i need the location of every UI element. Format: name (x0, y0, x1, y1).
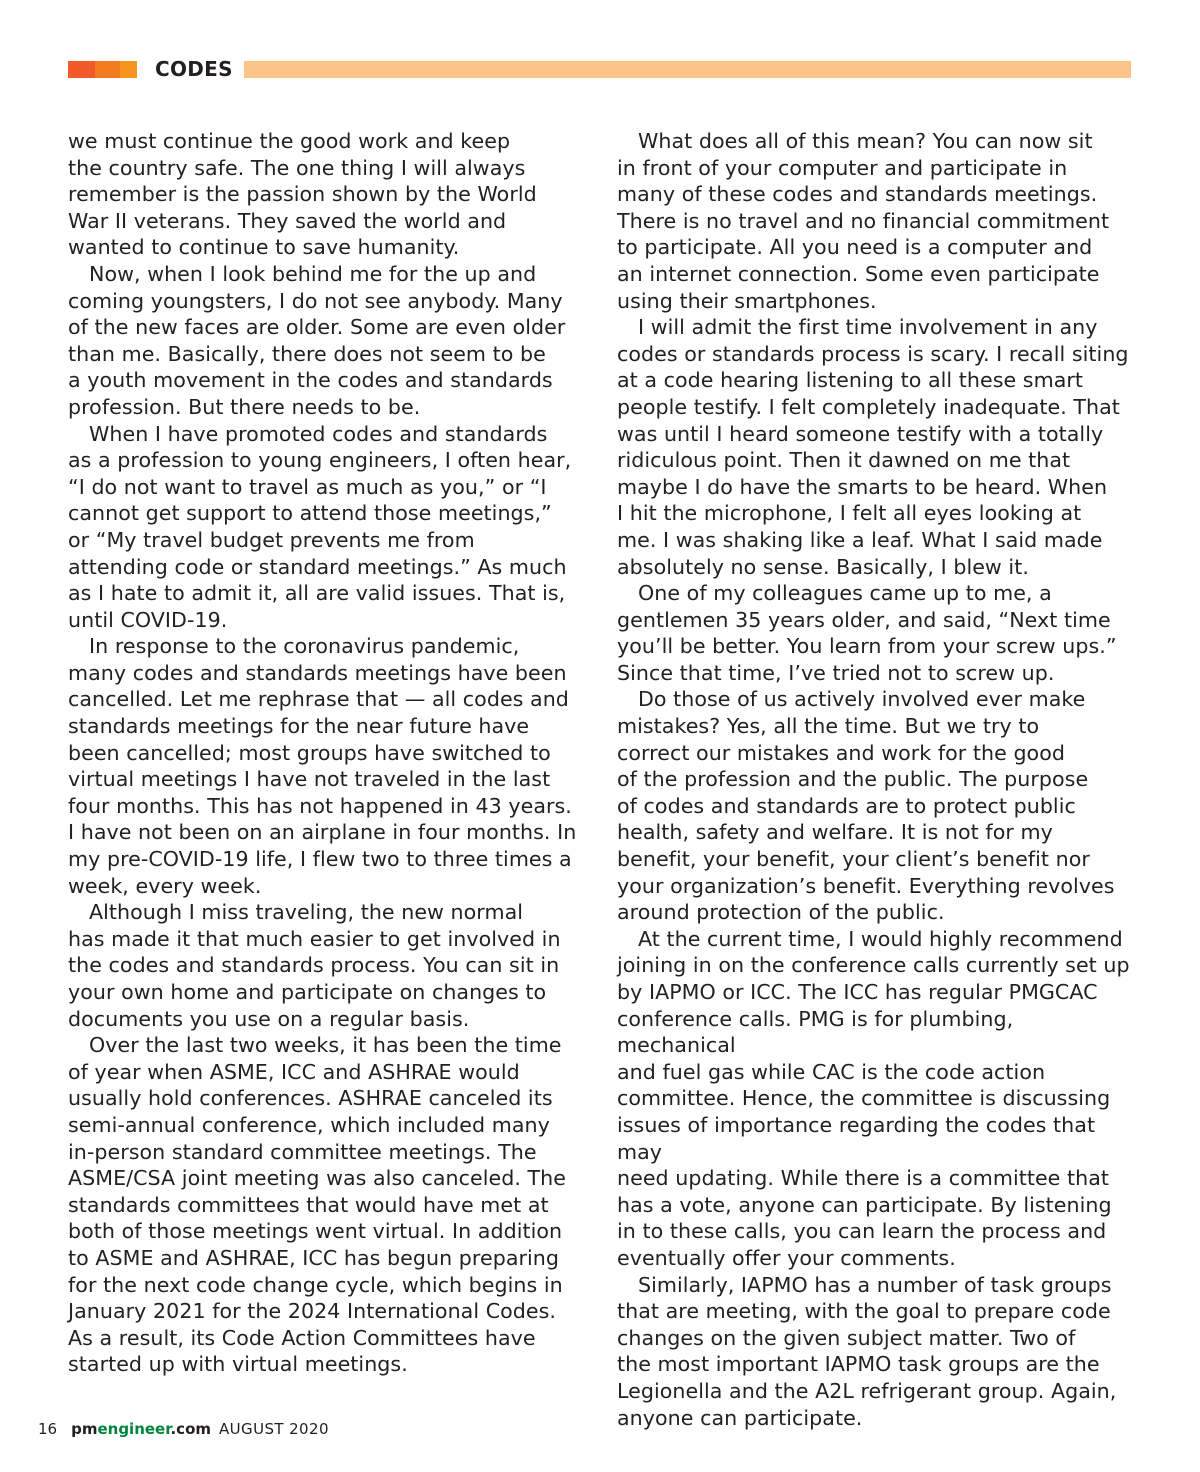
paragraph: When I have promoted codes and standards as a profession to young engineers, I often hear, “I do not want to travel as much as you,” or “I cannot get support to attend those meetings,” or “My travel budget prevents me from attending code or standard meetings.” As much as I hate to admit it, all are valid issues. That is, until COVID-19. (68, 421, 572, 632)
brand-prefix: pm (71, 1420, 98, 1438)
paragraph: I will admit the first time involvement in any codes or standards process is scary. I recall siting at a code hearing listening to all these smart people testify. I felt completely inadequate. That was until I heard someone testify with a totally ridiculous point. Then it dawned on me that maybe I do have the smarts to be heard. When I hit the microphone, I felt all eyes looking at me. I was shaking like a leaf. What I said made absolutely no sense. Basically, I blew it. (617, 315, 1129, 579)
header-accent-block-1 (68, 61, 95, 78)
paragraph: In response to the coronavirus pandemic, many codes and standards meetings have been cancelled. Let me rephrase that — all codes and standards meetings for the near future have been cancelled; most groups have switched to virtual meetings I have not traveled in the last four months. This has not happened in 43 years. I have not been on an airplane in four months. In my pre-COVID-19 life, I flew two to three times a week, every week. (68, 634, 577, 898)
issue-date: AUGUST 2020 (219, 1420, 329, 1438)
paragraph: Now, when I look behind me for the up and coming youngsters, I do not see anybody. Many of the new faces are older. Some are even older than me. Basically, there does not seem to be a youth movement in the codes and standards profession. But there needs to be. (68, 261, 566, 419)
publication-brand[interactable] (71, 1420, 211, 1438)
left-column (68, 128, 586, 1378)
brand-suffix: .com (170, 1420, 212, 1438)
section-title: CODES (155, 57, 233, 81)
paragraph: Over the last two weeks, it has been the time of year when ASME, ICC and ASHRAE would usually hold conferences. ASHRAE canceled its semi-annual conference, which included many in-person standard committee meetings. The ASME/CSA joint meeting was also canceled. The standards committees that would have met at both of those meetings went virtual. In addition to ASME and ASHRAE, ICC has begun preparing for the next code change cycle, which begins in January 2021 for the 2024 International Codes. As a result, its Code Action Committees have started up with virtual meetings. (68, 1033, 566, 1377)
section-header (68, 57, 1131, 81)
header-rule (244, 61, 1131, 78)
paragraph: Although I miss traveling, the new normal has made it that much easier to get involved in the codes and standards process. You can sit in your own home and participate on changes to documents you use on a regular basis. (68, 900, 561, 1031)
page-footer (38, 1418, 329, 1440)
paragraph: Do those of us actively involved ever make mistakes? Yes, all the time. But we try to correct our mistakes and work for the good of the profession and the public. The purpose of codes and standards are to protect public health, safety and welfare. It is not for my benefit, your benefit, your client’s benefit nor your organization’s benefit. Everything revolves around protection of the public. (617, 687, 1115, 925)
paragraph: we must continue the good work and keep the country safe. The one thing I will always remember is the passion shown by the World War II veterans. They saved the world and wanted to continue to save humanity. (68, 129, 537, 260)
right-column (617, 128, 1132, 1431)
brand-middle: engineer (97, 1420, 171, 1438)
page-number: 16 (38, 1420, 58, 1438)
header-accent-block-2 (95, 61, 120, 78)
header-accent-block-3 (120, 61, 137, 78)
paragraph: At the current time, I would highly recommend joining in on the conference calls currently set up by IAPMO or ICC. The ICC has regular PMGCAC conference calls. PMG is for plumbing, mechanical and fuel gas while CAC is the code action committee. Hence, the committee is discussing issues of importance regarding the codes that may need updating. While there is a committee that has a vote, anyone can participate. By listening in to these calls, you can learn the process and eventually offer your comments. (617, 926, 1130, 1270)
paragraph: What does all of this mean? You can now sit in front of your computer and participate in many of these codes and standards meetings. There is no travel and no financial commitment to participate. All you need is a computer and an internet connection. Some even participate using their smartphones. (617, 129, 1110, 313)
paragraph: Similarly, IAPMO has a number of task groups that are meeting, with the goal to prepare code changes on the given subject matter. Two of the most important IAPMO task groups are the Legionella and the A2L refrigerant group. Again, anyone can participate. (617, 1272, 1117, 1430)
paragraph: One of my colleagues came up to me, a gentlemen 35 years older, and said, “Next time you’ll be better. You learn from your screw ups.” Since that time, I’ve tried not to screw up. (617, 581, 1117, 685)
